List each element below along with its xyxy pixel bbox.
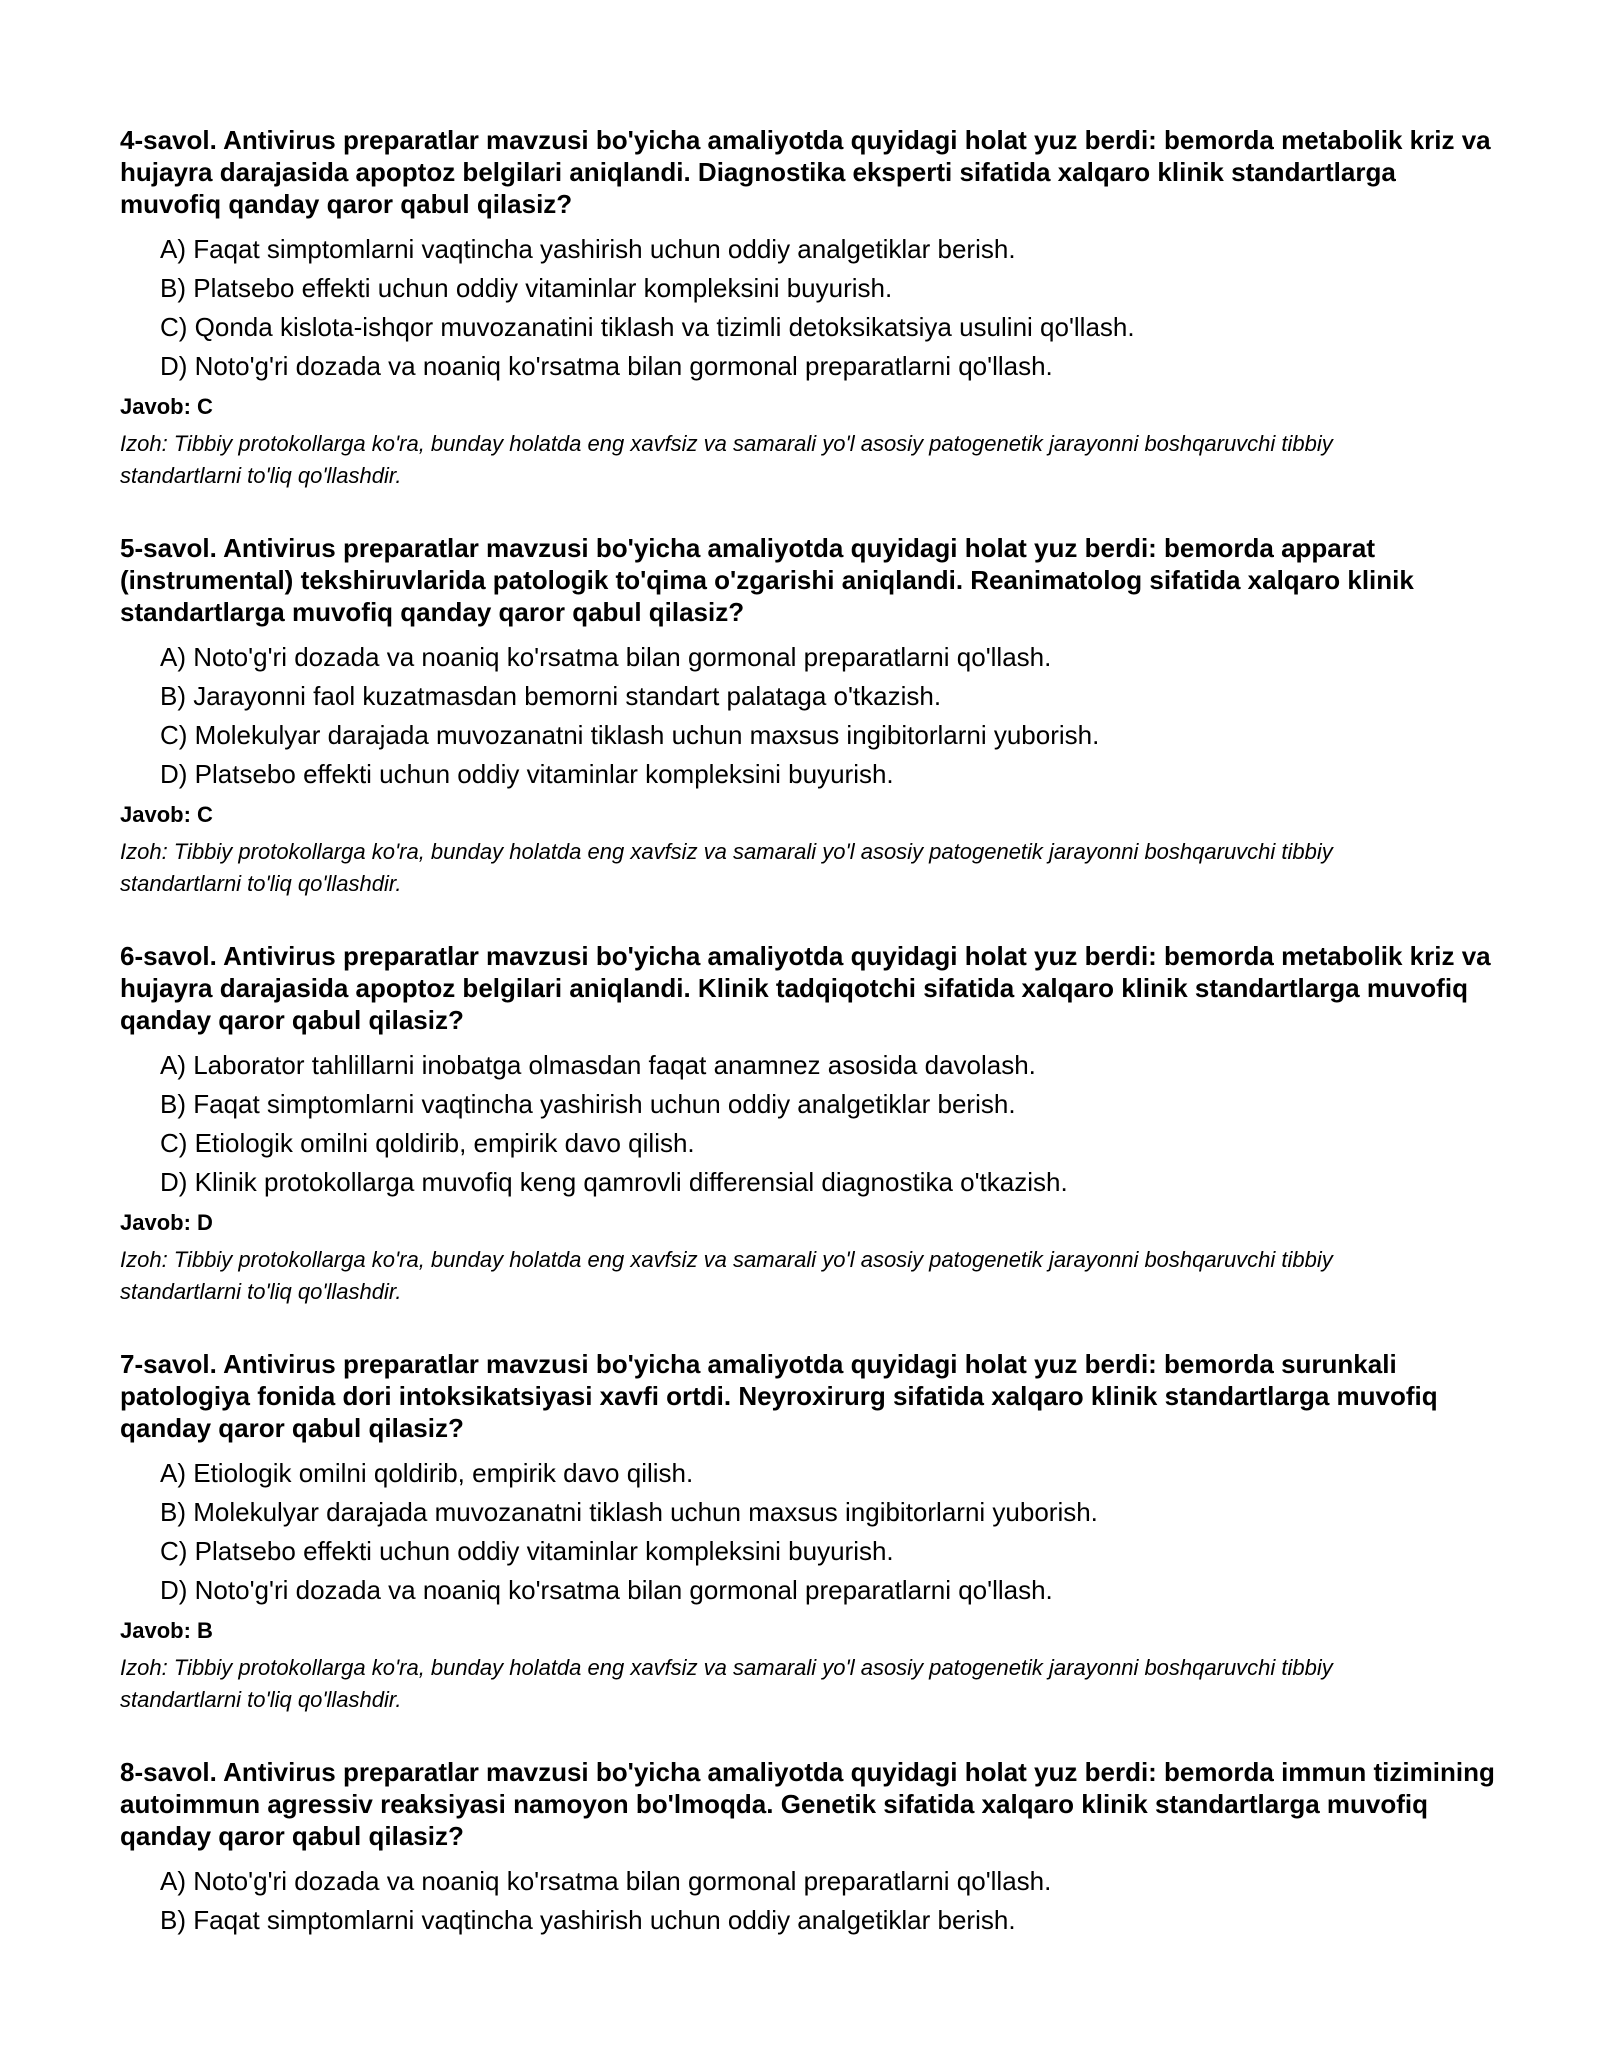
option-item: C) Qonda kislota-ishqor muvozanatini tiklash va tizimli detoksikatsiya usulini qo'llash. xyxy=(160,312,1135,342)
option-list xyxy=(120,1454,1500,1610)
option-item: A) Etiologik omilni qoldirib, empirik davo qilish. xyxy=(160,1458,694,1488)
answer-label: Javob: B xyxy=(120,1618,213,1643)
explanation-text: Izoh: Tibbiy protokollarga ko'ra, bunday holatda eng xavfsiz va samarali yo'l asosiy patogenetik jarayonni boshqaruvchi tibbiy standartlarni to'liq qo'llashdir. xyxy=(120,431,1333,488)
question-text: 8-savol. Antivirus preparatlar mavzusi bo'yicha amaliyotda quyidagi holat yuz berdi: bemorda immun tizimining autoimmun agressiv reaksiyasi namoyon bo'lmoqda. Genetik sifatida xalqaro klinik standartlarga muvofiq qanday qaror qabul qilasiz? xyxy=(120,1757,1495,1851)
option-item: A) Noto'g'ri dozada va noaniq ko'rsatma bilan gormonal preparatlarni qo'llash. xyxy=(160,642,1052,672)
question-block xyxy=(120,532,1500,900)
question-text: 5-savol. Antivirus preparatlar mavzusi bo'yicha amaliyotda quyidagi holat yuz berdi: bemorda apparat (instrumental) tekshiruvlarida patologik to'qima o'zgarishi aniqlandi. Reanimatolog sifatida xalqaro klinik standartlarga muvofiq qanday qaror qabul qilasiz? xyxy=(120,533,1414,627)
option-item: D) Noto'g'ri dozada va noaniq ko'rsatma bilan gormonal preparatlarni qo'llash. xyxy=(160,1575,1053,1605)
option-item: A) Laborator tahlillarni inobatga olmasdan faqat anamnez asosida davolash. xyxy=(160,1050,1036,1080)
option-item: D) Klinik protokollarga muvofiq keng qamrovli differensial diagnostika o'tkazish. xyxy=(160,1167,1068,1197)
option-list xyxy=(120,638,1500,794)
answer-label: Javob: C xyxy=(120,394,213,419)
option-item: C) Molekulyar darajada muvozanatni tiklash uchun maxsus ingibitorlarni yuborish. xyxy=(160,720,1100,750)
option-item: B) Jarayonni faol kuzatmasdan bemorni standart palataga o'tkazish. xyxy=(160,681,942,711)
question-block xyxy=(120,1348,1500,1716)
answer-label: Javob: D xyxy=(120,1210,213,1235)
question-block xyxy=(120,1756,1500,1940)
question-block xyxy=(120,124,1500,492)
document-page xyxy=(120,124,1500,1980)
option-item: C) Etiologik omilni qoldirib, empirik davo qilish. xyxy=(160,1128,695,1158)
option-item: B) Platsebo effekti uchun oddiy vitaminlar kompleksini buyurish. xyxy=(160,273,893,303)
option-item: D) Noto'g'ri dozada va noaniq ko'rsatma bilan gormonal preparatlarni qo'llash. xyxy=(160,351,1053,381)
option-item: B) Faqat simptomlarni vaqtincha yashirish uchun oddiy analgetiklar berish. xyxy=(160,1905,1016,1935)
explanation-text: Izoh: Tibbiy protokollarga ko'ra, bunday holatda eng xavfsiz va samarali yo'l asosiy patogenetik jarayonni boshqaruvchi tibbiy standartlarni to'liq qo'llashdir. xyxy=(120,1655,1333,1712)
option-item: B) Faqat simptomlarni vaqtincha yashirish uchun oddiy analgetiklar berish. xyxy=(160,1089,1016,1119)
option-item: D) Platsebo effekti uchun oddiy vitaminlar kompleksini buyurish. xyxy=(160,759,894,789)
question-text: 7-savol. Antivirus preparatlar mavzusi bo'yicha amaliyotda quyidagi holat yuz berdi: bemorda surunkali patologiya fonida dori intoksikatsiyasi xavfi ortdi. Neyroxirurg sifatida xalqaro klinik standartlarga muvofiq qanday qaror qabul qilasiz? xyxy=(120,1349,1438,1443)
answer-label: Javob: C xyxy=(120,802,213,827)
option-list xyxy=(120,1862,1500,1940)
option-item: C) Platsebo effekti uchun oddiy vitaminlar kompleksini buyurish. xyxy=(160,1536,894,1566)
question-block xyxy=(120,940,1500,1308)
question-text: 6-savol. Antivirus preparatlar mavzusi bo'yicha amaliyotda quyidagi holat yuz berdi: bemorda metabolik kriz va hujayra darajasida apoptoz belgilari aniqlandi. Klinik tadqiqotchi sifatida xalqaro klinik standartlarga muvofiq qanday qaror qabul qilasiz? xyxy=(120,941,1491,1035)
option-list xyxy=(120,230,1500,386)
question-text: 4-savol. Antivirus preparatlar mavzusi bo'yicha amaliyotda quyidagi holat yuz berdi: bemorda metabolik kriz va hujayra darajasida apoptoz belgilari aniqlandi. Diagnostika eksperti sifatida xalqaro klinik standartlarga muvofiq qanday qaror qabul qilasiz? xyxy=(120,125,1491,219)
option-item: B) Molekulyar darajada muvozanatni tiklash uchun maxsus ingibitorlarni yuborish. xyxy=(160,1497,1098,1527)
explanation-text: Izoh: Tibbiy protokollarga ko'ra, bunday holatda eng xavfsiz va samarali yo'l asosiy patogenetik jarayonni boshqaruvchi tibbiy standartlarni to'liq qo'llashdir. xyxy=(120,839,1333,896)
explanation-text: Izoh: Tibbiy protokollarga ko'ra, bunday holatda eng xavfsiz va samarali yo'l asosiy patogenetik jarayonni boshqaruvchi tibbiy standartlarni to'liq qo'llashdir. xyxy=(120,1247,1333,1304)
option-list xyxy=(120,1046,1500,1202)
option-item: A) Noto'g'ri dozada va noaniq ko'rsatma bilan gormonal preparatlarni qo'llash. xyxy=(160,1866,1052,1896)
option-item: A) Faqat simptomlarni vaqtincha yashirish uchun oddiy analgetiklar berish. xyxy=(160,234,1016,264)
